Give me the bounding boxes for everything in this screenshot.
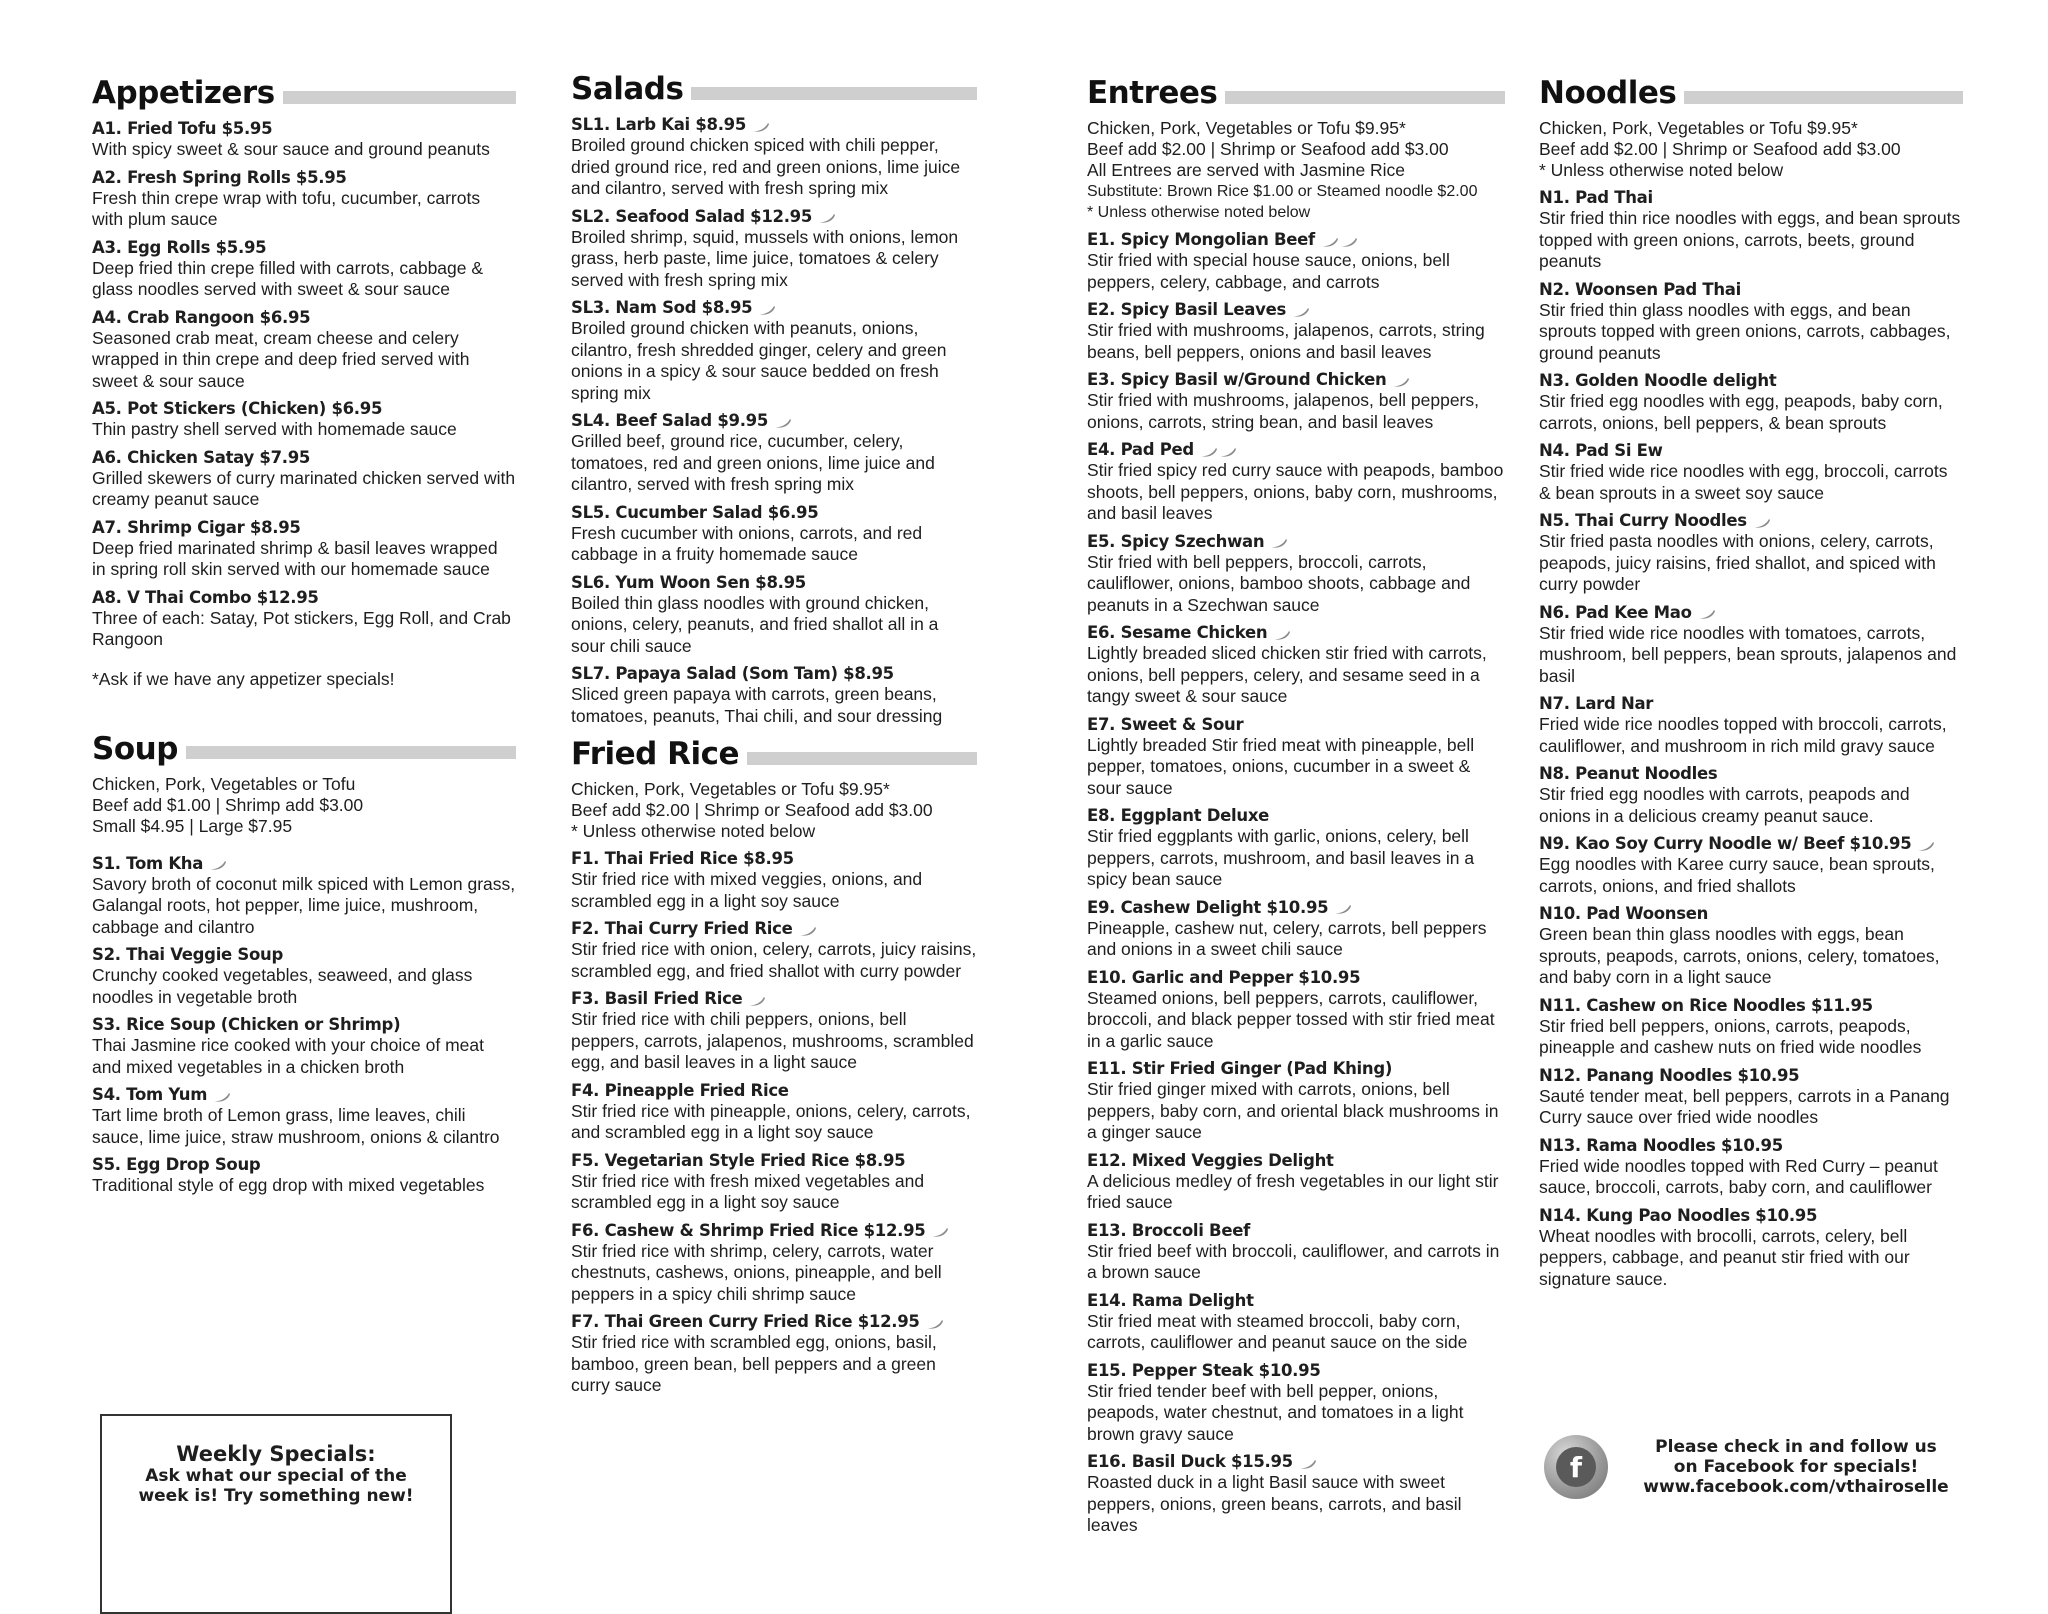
noodles-list bbox=[1539, 187, 1963, 1290]
chili-pepper-icon bbox=[799, 922, 817, 937]
menu-item bbox=[1539, 279, 1963, 365]
menu-item bbox=[571, 988, 977, 1074]
item-description: Stir fried with special house sauce, onions, bell peppers, celery, cabbage, and carrots bbox=[1087, 250, 1450, 292]
facebook-url[interactable]: www.facebook.com/vthairoselle bbox=[1643, 1477, 1949, 1497]
intro-line: * Unless otherwise noted below bbox=[1539, 160, 1784, 180]
item-description: Tart lime broth of Lemon grass, lime leaves, chili sauce, lime juice, straw mushroom, onions & cilantro bbox=[92, 1105, 500, 1147]
entrees-title: Entrees bbox=[1087, 75, 1218, 111]
item-name: S5. Egg Drop Soup bbox=[92, 1155, 261, 1174]
item-description: Sliced green papaya with carrots, green beans, tomatoes, peanuts, Thai chili, and sour dressing bbox=[571, 684, 943, 726]
intro-line: Beef add $2.00 | Shrimp or Seafood add $3.00 bbox=[1087, 139, 1449, 159]
item-description: Broiled ground chicken with peanuts, onions, cilantro, fresh shredded ginger, celery and green onions in a spicy & sour sauce bedded on fresh spring mix bbox=[571, 318, 947, 403]
menu-item bbox=[1087, 229, 1505, 293]
column-1 bbox=[92, 72, 516, 1203]
item-name: A2. Fresh Spring Rolls $5.95 bbox=[92, 167, 347, 187]
chili-pepper-icon bbox=[1299, 1455, 1317, 1470]
item-description: Stir fried egg noodles with egg, peapods, baby corn, carrots, onions, bell peppers, & bean sprouts bbox=[1539, 391, 1943, 433]
item-name: E4. Pad Ped bbox=[1087, 440, 1194, 459]
item-description: Seasoned crab meat, cream cheese and celery wrapped in thin crepe and deep fried served with sweet & sour sauce bbox=[92, 327, 470, 391]
entrees-intro bbox=[1087, 118, 1505, 223]
item-description: Wheat noodles with brocolli, carrots, celery, bell peppers, cabbage, and peanut stir fried with our signature sauce. bbox=[1539, 1225, 1910, 1289]
menu-item bbox=[571, 206, 977, 292]
item-name: E16. Basil Duck $15.95 bbox=[1087, 1452, 1293, 1471]
item-name: N11. Cashew on Rice Noodles $11.95 bbox=[1539, 995, 1873, 1015]
item-description: Deep fried marinated shrimp & basil leaves wrapped in spring roll skin served with our homemade sauce bbox=[92, 537, 498, 579]
item-name: E11. Stir Fried Ginger (Pad Khing) bbox=[1087, 1059, 1393, 1078]
intro-line: Beef add $2.00 | Shrimp or Seafood add $3.00 bbox=[1539, 139, 1901, 159]
menu-item bbox=[1087, 531, 1505, 617]
chili-pepper-icon bbox=[818, 210, 836, 225]
item-description: Stir fried rice with chili peppers, onions, bell peppers, carrots, jalapenos, mushrooms, scrambled egg, and basil leaves in a light sauce bbox=[571, 1009, 974, 1072]
item-name: S3. Rice Soup (Chicken or Shrimp) bbox=[92, 1015, 401, 1034]
menu-item bbox=[1539, 370, 1963, 434]
menu-item bbox=[1539, 1135, 1963, 1199]
item-name: N8. Peanut Noodles bbox=[1539, 764, 1718, 783]
item-name: A5. Pot Stickers (Chicken) $6.95 bbox=[92, 399, 383, 418]
item-name: A1. Fried Tofu $5.95 bbox=[92, 119, 273, 138]
menu-item bbox=[92, 398, 516, 441]
menu-item bbox=[1539, 903, 1963, 989]
menu-item bbox=[571, 114, 977, 200]
chili-pepper-icon bbox=[1270, 535, 1288, 550]
item-description: Stir fried meat with steamed broccoli, baby corn, carrots, cauliflower and peanut sauce on the side bbox=[1087, 1310, 1468, 1352]
item-name: F5. Vegetarian Style Fried Rice $8.95 bbox=[571, 1150, 906, 1170]
item-description: Fresh thin crepe wrap with tofu, cucumber, carrots with plum sauce bbox=[92, 187, 481, 229]
item-name: E8. Eggplant Deluxe bbox=[1087, 806, 1270, 825]
noodles-header bbox=[1539, 72, 1963, 114]
item-description: Sauté tender meat, bell peppers, carrots in a Panang Curry sauce over fried wide noodles bbox=[1539, 1085, 1950, 1127]
menu-item bbox=[1087, 299, 1505, 363]
chili-pepper-icon bbox=[209, 857, 227, 872]
chili-pepper-icon bbox=[752, 118, 770, 133]
item-description: Stir fried with mushrooms, jalapenos, bell peppers, onions, carrots, string bean, and basil leaves bbox=[1087, 390, 1479, 432]
item-description: Stir fried rice with pineapple, onions, celery, carrots, and scrambled egg in a light soy sauce bbox=[571, 1100, 971, 1142]
item-name: E2. Spicy Basil Leaves bbox=[1087, 300, 1286, 319]
fried-rice-intro bbox=[571, 779, 977, 842]
menu-item bbox=[92, 307, 516, 393]
item-description: Broiled ground chicken spiced with chili pepper, dried ground rice, red and green onions, lime juice and cilantro, served with fresh spring mix bbox=[571, 135, 961, 198]
item-description: Stir fried with bell peppers, broccoli, carrots, cauliflower, onions, bamboo shoots, cabbage and peanuts in a Szechwan sauce bbox=[1087, 551, 1471, 615]
soup-title: Soup bbox=[92, 730, 178, 767]
item-description: Thin pastry shell served with homemade sauce bbox=[92, 419, 457, 439]
chili-pepper-icon bbox=[758, 301, 776, 316]
intro-line: Small $4.95 | Large $7.95 bbox=[92, 815, 293, 836]
item-name: N4. Pad Si Ew bbox=[1539, 441, 1663, 460]
column-2 bbox=[571, 68, 977, 1403]
item-description: Stir fried wide rice noodles with tomatoes, carrots, mushroom, bell peppers, bean sprouts, jalapenos and basil bbox=[1539, 622, 1957, 686]
item-description: Boiled thin glass noodles with ground chicken, onions, celery, peanuts, and fried shallot all in a sour chili sauce bbox=[571, 592, 939, 656]
item-description: Stir fried thin rice noodles with eggs, and bean sprouts topped with green onions, carrots, beets, ground peanuts bbox=[1539, 208, 1961, 271]
item-name: SL2. Seafood Salad $12.95 bbox=[571, 206, 813, 226]
item-name: N1. Pad Thai bbox=[1539, 188, 1653, 207]
item-name: SL7. Papaya Salad (Som Tam) $8.95 bbox=[571, 664, 894, 683]
item-name: A3. Egg Rolls $5.95 bbox=[92, 237, 267, 257]
menu-item bbox=[571, 572, 977, 658]
menu-item bbox=[1087, 1058, 1505, 1144]
intro-line: * Unless otherwise noted below bbox=[571, 821, 816, 841]
fried-rice-list bbox=[571, 848, 977, 1397]
menu-item bbox=[92, 944, 516, 1008]
intro-line: Chicken, Pork, Vegetables or Tofu bbox=[92, 773, 356, 794]
item-description: Steamed onions, bell peppers, carrots, cauliflower, broccoli, and black pepper tossed with stir fried meat in a garlic sauce bbox=[1087, 987, 1495, 1051]
item-name: N13. Rama Noodles $10.95 bbox=[1539, 1135, 1783, 1155]
facebook-text bbox=[1608, 1437, 1984, 1497]
item-description: Roasted duck in a light Basil sauce with sweet peppers, onions, green beans, carrots, and basil leaves bbox=[1087, 1472, 1462, 1535]
item-name: N10. Pad Woonsen bbox=[1539, 904, 1709, 923]
item-name: F3. Basil Fried Rice bbox=[571, 989, 743, 1008]
weekly-specials-title: Weekly Specials: bbox=[176, 1442, 376, 1466]
item-name: F4. Pineapple Fried Rice bbox=[571, 1080, 789, 1100]
item-name: N7. Lard Nar bbox=[1539, 694, 1654, 713]
chili-pepper-icon bbox=[931, 1224, 949, 1239]
entrees-header bbox=[1087, 72, 1505, 114]
menu-item bbox=[92, 237, 516, 301]
appetizers-title: Appetizers bbox=[92, 75, 275, 111]
item-name: E13. Broccoli Beef bbox=[1087, 1220, 1250, 1240]
item-name: A8. V Thai Combo $12.95 bbox=[92, 587, 319, 607]
section-divider-bar bbox=[691, 87, 977, 100]
item-name: E14. Rama Delight bbox=[1087, 1290, 1254, 1310]
item-name: F6. Cashew & Shrimp Fried Rice $12.95 bbox=[571, 1220, 926, 1240]
menu-item bbox=[92, 1084, 516, 1148]
item-name: N12. Panang Noodles $10.95 bbox=[1539, 1065, 1800, 1085]
appetizers-list bbox=[92, 118, 516, 651]
facebook-line: Please check in and follow us bbox=[1655, 1437, 1937, 1457]
menu-item bbox=[92, 167, 516, 231]
item-description: Stir fried beef with broccoli, cauliflower, and carrots in a brown sauce bbox=[1087, 1240, 1500, 1282]
menu-item bbox=[1087, 1451, 1505, 1537]
item-description: Deep fried thin crepe filled with carrots, cabbage & glass noodles served with sweet & sour sauce bbox=[92, 257, 484, 299]
menu-item bbox=[1087, 805, 1505, 891]
section-divider-bar bbox=[1225, 91, 1505, 104]
chili-pepper-icon bbox=[1917, 837, 1935, 852]
fried-rice-header bbox=[571, 733, 977, 775]
menu-item bbox=[571, 1311, 977, 1397]
facebook-promo bbox=[1544, 1432, 1984, 1502]
menu-item bbox=[1539, 440, 1963, 504]
item-name: N14. Kung Pao Noodles $10.95 bbox=[1539, 1205, 1818, 1225]
facebook-line: on Facebook for specials! bbox=[1673, 1457, 1919, 1477]
facebook-icon[interactable] bbox=[1544, 1435, 1608, 1499]
item-description: Broiled shrimp, squid, mussels with onions, lemon grass, herb paste, lime juice, tomatoes & celery served with fresh spring mix bbox=[571, 226, 959, 290]
menu-item bbox=[571, 1220, 977, 1306]
item-description: Stir fried rice with mixed veggies, onions, and scrambled egg in a light soy sauce bbox=[571, 869, 923, 911]
chili-pepper-icon bbox=[213, 1088, 231, 1103]
item-name: E1. Spicy Mongolian Beef bbox=[1087, 230, 1315, 249]
chili-pepper-icon bbox=[774, 414, 792, 429]
weekly-specials-box bbox=[100, 1414, 452, 1614]
item-name: S2. Thai Veggie Soup bbox=[92, 945, 283, 964]
menu-item bbox=[571, 663, 977, 727]
item-description: Stir fried spicy red curry sauce with peapods, bamboo shoots, bell peppers, onions, baby corn, mushrooms, and basil leaves bbox=[1087, 460, 1504, 523]
menu-item bbox=[571, 1080, 977, 1144]
entrees-list bbox=[1087, 229, 1505, 1537]
item-description: Stir fried wide rice noodles with egg, broccoli, carrots & bean sprouts in a sweet soy sauce bbox=[1539, 461, 1948, 503]
chili-pepper-icon bbox=[1273, 626, 1291, 641]
item-description: Fresh cucumber with onions, carrots, and red cabbage in a fruity homemade sauce bbox=[571, 522, 923, 564]
item-name: S1. Tom Kha bbox=[92, 853, 204, 873]
chili-pepper-icon bbox=[1392, 373, 1410, 388]
item-description: Grilled beef, ground rice, cucumber, celery, tomatoes, red and green onions, lime juice and cilantro, served with fresh spring mix bbox=[571, 431, 935, 494]
menu-item bbox=[92, 853, 516, 939]
item-description: Grilled skewers of curry marinated chicken served with creamy peanut sauce bbox=[92, 467, 516, 509]
soup-intro bbox=[92, 774, 516, 837]
item-name: SL6. Yum Woon Sen $8.95 bbox=[571, 572, 806, 592]
item-name: N5. Thai Curry Noodles bbox=[1539, 511, 1747, 530]
salads-title: Salads bbox=[571, 71, 684, 107]
item-description: Pineapple, cashew nut, celery, carrots, bell peppers and onions in a sweet chili sauce bbox=[1087, 917, 1487, 959]
menu-item bbox=[92, 587, 516, 651]
intro-line: * Unless otherwise noted below bbox=[1087, 204, 1311, 221]
chili-pepper-icon bbox=[1200, 443, 1237, 458]
menu-item bbox=[571, 918, 977, 982]
menu-item bbox=[571, 1150, 977, 1214]
chili-pepper-icon bbox=[1321, 233, 1358, 248]
salads-header bbox=[571, 68, 977, 110]
item-description: Stir fried eggplants with garlic, onions, celery, bell peppers, carrots, mushroom, and basil leaves in a spicy bean sauce bbox=[1087, 826, 1475, 889]
item-name: A4. Crab Rangoon $6.95 bbox=[92, 307, 311, 327]
section-divider-bar bbox=[283, 91, 516, 104]
item-name: N3. Golden Noodle delight bbox=[1539, 371, 1777, 390]
column-3 bbox=[1087, 72, 1505, 1543]
intro-line: Beef add $1.00 | Shrimp add $3.00 bbox=[92, 794, 364, 815]
appetizers-header bbox=[92, 72, 516, 114]
item-description: Stir fried bell peppers, onions, carrots, peapods, pineapple and cashew nuts on fried wide noodles bbox=[1539, 1015, 1922, 1057]
noodles-intro bbox=[1539, 118, 1963, 181]
menu-item bbox=[571, 410, 977, 496]
item-name: E15. Pepper Steak $10.95 bbox=[1087, 1360, 1321, 1380]
intro-line: Chicken, Pork, Vegetables or Tofu $9.95* bbox=[1087, 118, 1406, 138]
item-name: N6. Pad Kee Mao bbox=[1539, 602, 1692, 622]
item-name: SL4. Beef Salad $9.95 bbox=[571, 411, 769, 430]
item-name: SL1. Larb Kai $8.95 bbox=[571, 115, 747, 134]
menu-item bbox=[92, 1014, 516, 1078]
item-name: A6. Chicken Satay $7.95 bbox=[92, 447, 311, 467]
chili-pepper-icon bbox=[748, 992, 766, 1007]
menu-item bbox=[571, 297, 977, 404]
menu-item bbox=[92, 447, 516, 511]
item-name: A7. Shrimp Cigar $8.95 bbox=[92, 517, 301, 537]
section-divider-bar bbox=[1684, 91, 1963, 104]
item-name: N9. Kao Soy Curry Noodle w/ Beef $10.95 bbox=[1539, 834, 1912, 853]
menu-item bbox=[1087, 1360, 1505, 1446]
item-name: N2. Woonsen Pad Thai bbox=[1539, 279, 1741, 299]
menu-item bbox=[571, 848, 977, 912]
item-description: Stir fried ginger mixed with carrots, onions, bell peppers, baby corn, and oriental black mushrooms in a ginger sauce bbox=[1087, 1079, 1499, 1142]
item-description: With spicy sweet & sour sauce and ground peanuts bbox=[92, 139, 490, 159]
section-divider-bar bbox=[186, 746, 516, 759]
item-description: Lightly breaded sliced chicken stir fried with carrots, onions, bell peppers, celery, and sesame seed in a tangy sweet & sour sauce bbox=[1087, 643, 1487, 706]
intro-line: Beef add $2.00 | Shrimp or Seafood add $3.00 bbox=[571, 800, 933, 820]
intro-line: Chicken, Pork, Vegetables or Tofu $9.95* bbox=[571, 779, 890, 799]
appetizer-specials-note: *Ask if we have any appetizer specials! bbox=[92, 668, 395, 689]
fried-rice-title: Fried Rice bbox=[571, 736, 740, 772]
item-name: E7. Sweet & Sour bbox=[1087, 714, 1244, 734]
menu-item bbox=[92, 1154, 516, 1197]
item-description: Three of each: Satay, Pot stickers, Egg Roll, and Crab Rangoon bbox=[92, 607, 511, 649]
item-description: Stir fried rice with shrimp, celery, carrots, water chestnuts, cashews, onions, pineapple, and bell peppers in a spicy chili shrimp sauce bbox=[571, 1240, 942, 1304]
menu-item bbox=[1087, 1150, 1505, 1214]
menu-item bbox=[92, 517, 516, 581]
menu-item bbox=[571, 502, 977, 566]
menu-item bbox=[1087, 622, 1505, 708]
noodles-title: Noodles bbox=[1539, 75, 1677, 111]
weekly-specials-line: week is! Try something new! bbox=[138, 1486, 414, 1506]
salads-list bbox=[571, 114, 977, 727]
intro-line: Substitute: Brown Rice $1.00 or Steamed noodle $2.00 bbox=[1087, 183, 1478, 200]
menu-item bbox=[1087, 897, 1505, 961]
chili-pepper-icon bbox=[926, 1315, 944, 1330]
item-description: Stir fried tender beef with bell pepper, onions, peapods, water chestnut, and tomatoes in a light brown gravy sauce bbox=[1087, 1380, 1464, 1444]
intro-line: Chicken, Pork, Vegetables or Tofu $9.95* bbox=[1539, 118, 1858, 138]
item-name: F2. Thai Curry Fried Rice bbox=[571, 919, 793, 938]
item-description: Stir fried rice with onion, celery, carrots, juicy raisins, scrambled egg, and fried shallot with curry powder bbox=[571, 939, 977, 981]
menu-item bbox=[1539, 763, 1963, 827]
menu-item bbox=[1539, 693, 1963, 757]
item-description: Savory broth of coconut milk spiced with Lemon grass, Galangal roots, hot pepper, lime juice, mushroom, cabbage and cilantro bbox=[92, 873, 516, 937]
item-description: Stir fried with mushrooms, jalapenos, carrots, string beans, bell peppers, onions and basil leaves bbox=[1087, 320, 1485, 362]
item-name: E5. Spicy Szechwan bbox=[1087, 531, 1265, 551]
menu-item bbox=[1087, 967, 1505, 1053]
column-4 bbox=[1539, 72, 1963, 1296]
item-description: Stir fried egg noodles with carrots, peapods and onions in a delicious creamy peanut sauce. bbox=[1539, 784, 1910, 826]
section-divider-bar bbox=[747, 752, 977, 765]
item-name: E9. Cashew Delight $10.95 bbox=[1087, 897, 1329, 917]
menu-item bbox=[1087, 714, 1505, 800]
item-name: E6. Sesame Chicken bbox=[1087, 623, 1268, 642]
item-name: SL3. Nam Sod $8.95 bbox=[571, 298, 753, 317]
menu-item bbox=[1087, 1220, 1505, 1284]
soup-header bbox=[92, 728, 516, 770]
item-name: S4. Tom Yum bbox=[92, 1085, 208, 1104]
chili-pepper-icon bbox=[1698, 606, 1716, 621]
item-description: Crunchy cooked vegetables, seaweed, and glass noodles in vegetable broth bbox=[92, 965, 473, 1007]
menu-item bbox=[1087, 439, 1505, 525]
chili-pepper-icon bbox=[1292, 303, 1310, 318]
item-description: Egg noodles with Karee curry sauce, bean sprouts, carrots, onions, and fried shallots bbox=[1539, 854, 1935, 896]
menu-item bbox=[1539, 602, 1963, 688]
item-description: Thai Jasmine rice cooked with your choice of meat and mixed vegetables in a chicken broth bbox=[92, 1035, 484, 1077]
menu-item bbox=[1539, 510, 1963, 596]
menu-item bbox=[1539, 1065, 1963, 1129]
item-description: Stir fried pasta noodles with onions, celery, carrots, peapods, juicy raisins, fried shallot, and spiced with curry powder bbox=[1539, 531, 1936, 594]
menu-item bbox=[1539, 187, 1963, 273]
item-name: F1. Thai Fried Rice $8.95 bbox=[571, 849, 794, 868]
menu-item bbox=[1539, 833, 1963, 897]
item-name: E10. Garlic and Pepper $10.95 bbox=[1087, 967, 1361, 987]
soup-list bbox=[92, 853, 516, 1197]
item-description: Stir fried thin glass noodles with eggs, and bean sprouts topped with green onions, carrots, cabbages, ground peanuts bbox=[1539, 299, 1951, 363]
menu-item bbox=[1539, 995, 1963, 1059]
facebook-letter: f bbox=[1556, 1447, 1596, 1487]
intro-line: All Entrees are served with Jasmine Rice bbox=[1087, 160, 1406, 180]
item-name: E12. Mixed Veggies Delight bbox=[1087, 1150, 1334, 1170]
item-description: Traditional style of egg drop with mixed vegetables bbox=[92, 1175, 485, 1195]
menu-item bbox=[92, 118, 516, 161]
menu-item bbox=[1087, 369, 1505, 433]
item-description: Fried wide noodles topped with Red Curry – peanut sauce, broccoli, carrots, baby corn, and cauliflower bbox=[1539, 1155, 1938, 1197]
item-description: Lightly breaded Stir fried meat with pineapple, bell pepper, tomatoes, onions, cucumber in a sweet & sour sauce bbox=[1087, 734, 1475, 798]
menu-item bbox=[1087, 1290, 1505, 1354]
item-description: Stir fried rice with scrambled egg, onions, basil, bamboo, green bean, bell peppers and a green curry sauce bbox=[571, 1332, 937, 1395]
chili-pepper-icon bbox=[1753, 514, 1771, 529]
item-name: SL5. Cucumber Salad $6.95 bbox=[571, 502, 819, 522]
item-description: Green bean thin glass noodles with eggs, bean sprouts, peapods, carrots, onions, celery, tomatoes, and baby corn in a light sauce bbox=[1539, 924, 1940, 987]
menu-item bbox=[1539, 1205, 1963, 1291]
item-description: Stir fried rice with fresh mixed vegetables and scrambled egg in a light soy sauce bbox=[571, 1170, 925, 1212]
chili-pepper-icon bbox=[1334, 901, 1352, 916]
item-name: E3. Spicy Basil w/Ground Chicken bbox=[1087, 370, 1387, 389]
weekly-specials-line: Ask what our special of the bbox=[145, 1466, 407, 1486]
item-description: A delicious medley of fresh vegetables in our light stir fried sauce bbox=[1087, 1170, 1499, 1212]
item-description: Fried wide rice noodles topped with broccoli, carrots, cauliflower, and mushroom in rich mild gravy sauce bbox=[1539, 714, 1947, 756]
item-name: F7. Thai Green Curry Fried Rice $12.95 bbox=[571, 1312, 920, 1331]
